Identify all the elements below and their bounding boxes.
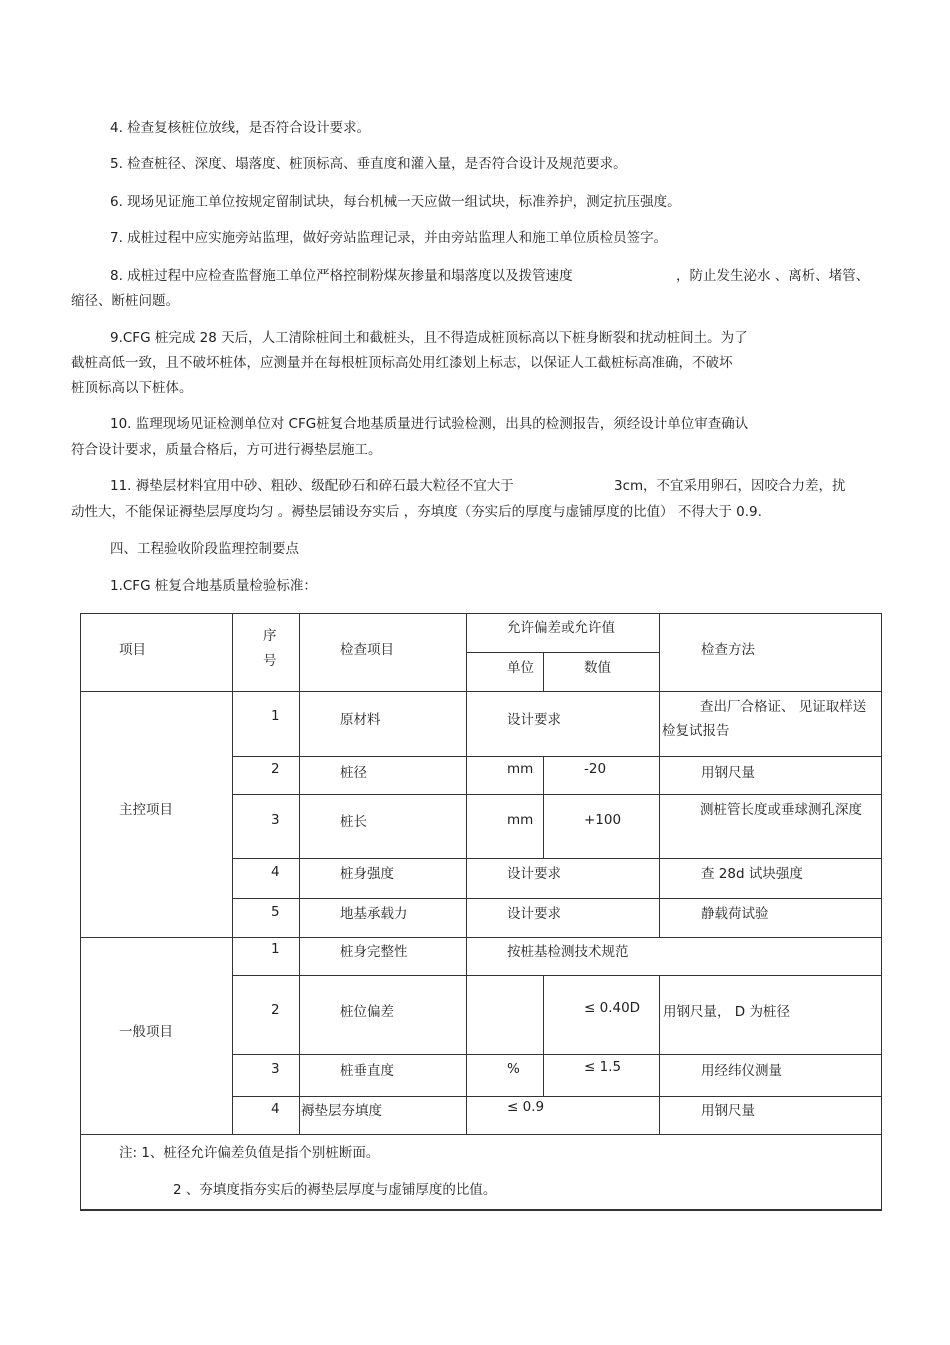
paragraph-8-a: 8. 成桩过程中应检查监督施工单位严格控制粉煤灰掺量和塌落度以及拨管速度 [110, 268, 573, 284]
table-notes [81, 1135, 882, 1210]
row-name: 褥垫层夯填度 [301, 1103, 382, 1119]
row-method: 用钢尺量 [701, 765, 755, 781]
row-method: 静载荷试验 [701, 906, 769, 922]
row-name: 桩位偏差 [340, 1004, 394, 1020]
paragraph-11-a: 11. 褥垫层材料宜用中砂、粗砂、级配砂石和碎石最大粒径不宜大于 [110, 478, 514, 494]
row-method: 测桩管长度或垂球测孔深度 [700, 802, 862, 818]
row-value: ≤ 1.5 [584, 1059, 622, 1075]
paragraph-4: 4. 检查复核桩位放线，是否符合设计要求。 [110, 120, 371, 136]
row-seq: 5 [271, 904, 280, 920]
row-name: 地基承载力 [340, 906, 408, 922]
row-requirement: 设计要求 [507, 906, 561, 922]
table-row [81, 938, 882, 976]
row-method: 用钢尺量， D 为桩径 [663, 1004, 790, 1020]
row-unit: mm [507, 761, 534, 777]
row-seq: 2 [271, 761, 280, 777]
paragraph-10-b: 符合设计要求，质量合格后，方可进行褥垫层施工。 [71, 442, 382, 458]
row-seq: 2 [271, 1002, 280, 1018]
row-unit: mm [507, 812, 534, 828]
row-seq: 4 [271, 864, 280, 880]
table-row [81, 692, 882, 757]
row-requirement: 设计要求 [507, 712, 561, 728]
paragraph-11-b: ，不宜采用卵石，因咬合力差，扰 [643, 478, 846, 494]
paragraph-9-b: 截桩高低一致，且不破坏桩体，应测量并在每根桩顶标高处用红漆划上标志，以保证人工截桩标高准确，不破坏 [71, 355, 733, 371]
row-name: 桩长 [340, 814, 367, 830]
header-tolerance: 允许偏差或允许值 [467, 614, 660, 653]
header-check-item: 检查项目 [300, 614, 467, 692]
row-requirement: ≤ 0.9 [507, 1099, 545, 1115]
row-seq: 1 [271, 708, 280, 724]
table-caption: 1.CFG 桩复合地基质量检验标准： [110, 578, 317, 594]
section-heading: 四、工程验收阶段监理控制要点 [110, 541, 299, 557]
row-seq: 3 [271, 1061, 280, 1077]
note-1: 注: 1、桩径允许偏差负值是指个别桩断面。 [119, 1145, 380, 1161]
paragraph-10-a: 10. 监理现场见证检测单位对 CFG桩复合地基质量进行试验检测，出具的检测报告，须经设计单位审查确认 [110, 416, 749, 432]
row-value: +100 [584, 812, 622, 828]
row-method: 查出厂合格证、 见证取样送检复试报告 [662, 699, 867, 739]
paragraph-8-c: 缩径、断桩问题。 [71, 293, 179, 309]
header-seq: 序 号 [233, 614, 300, 692]
header-method: 检查方法 [660, 614, 882, 692]
row-seq: 3 [271, 812, 280, 828]
row-method: 用钢尺量 [701, 1103, 755, 1119]
row-requirement: 按桩基检测技术规范 [507, 944, 629, 960]
row-seq: 1 [271, 941, 280, 957]
inspection-table [80, 613, 882, 1211]
row-seq: 4 [271, 1101, 280, 1117]
paragraph-5: 5. 检查桩径、深度、塌落度、桩顶标高、垂直度和灌入量，是否符合设计及规范要求。 [110, 156, 627, 172]
paragraph-11-c: 动性大，不能保证褥垫层厚度均匀 。褥垫层铺设夯实后 ，夯填度（夯实后的厚度与虚铺厚度的比值） 不得大于 0.9. [71, 504, 762, 520]
paragraph-11-size: 3cm [614, 478, 644, 494]
row-name: 桩身强度 [340, 866, 394, 882]
row-name: 原材料 [340, 712, 381, 728]
paragraph-6: 6. 现场见证施工单位按规定留制试块，每台机械一天应做一组试块，标准养护，测定抗压强度。 [110, 194, 681, 210]
header-unit: 单位 [467, 653, 544, 692]
row-value: ≤ 0.40D [584, 1000, 641, 1016]
header-value: 数值 [544, 653, 660, 692]
paragraph-7: 7. 成桩过程中应实施旁站监理，做好旁站监理记录，并由旁站监理人和施工单位质检员签字。 [110, 230, 668, 246]
header-item: 项目 [81, 614, 233, 692]
row-requirement: 设计要求 [507, 866, 561, 882]
row-method: 用经纬仪测量 [701, 1063, 782, 1079]
row-name: 桩径 [340, 765, 367, 781]
group-general: 一般项目 [81, 938, 233, 1135]
paragraph-9-a: 9.CFG 桩完成 28 天后，人工清除桩间土和截桩头，且不得造成桩顶标高以下桩身断裂和扰动桩间土。为了 [110, 330, 748, 346]
group-main: 主控项目 [81, 692, 233, 938]
row-value: -20 [584, 761, 607, 777]
row-unit: % [507, 1061, 520, 1077]
note-2: 2 、夯填度指夯实后的褥垫层厚度与虚铺厚度的比值。 [173, 1182, 497, 1198]
row-name: 桩身完整性 [340, 944, 408, 960]
row-method: 查 28d 试块强度 [701, 866, 803, 882]
paragraph-9-c: 桩顶标高以下桩体。 [71, 380, 193, 396]
row-name: 桩垂直度 [340, 1063, 394, 1079]
paragraph-8-b: ，防止发生泌水 、离析、堵管、 [676, 268, 870, 284]
